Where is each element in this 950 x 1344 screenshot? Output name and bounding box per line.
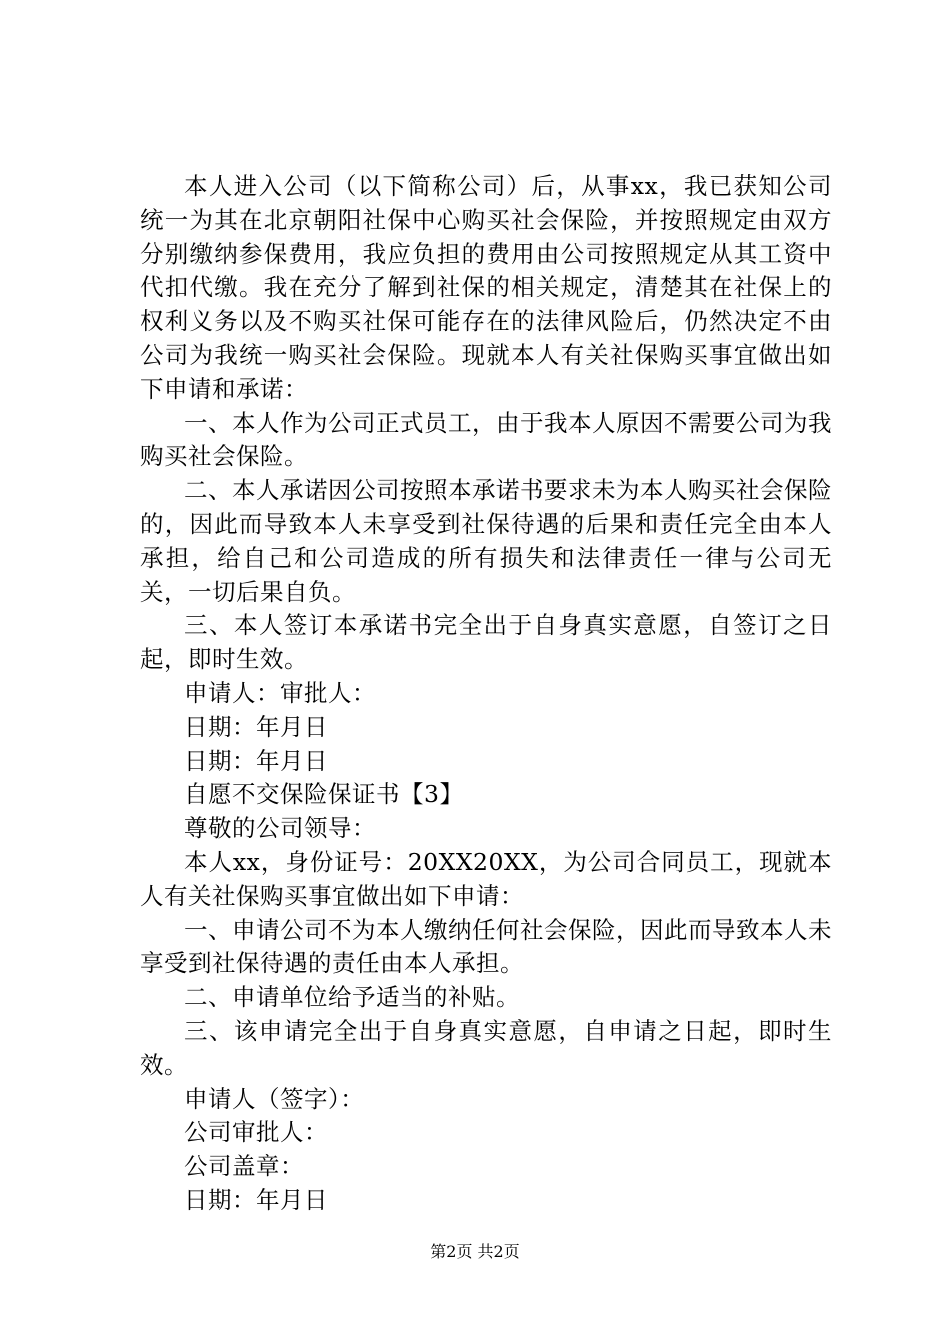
signature-applicant-approver: 申请人：审批人： — [184, 678, 376, 707]
document-body — [140, 170, 832, 1218]
date-line: 日期：年月日 — [184, 1185, 328, 1214]
paragraph-application-3: 三、该申请完全出于自身真实意愿，自申请之日起，即时生效。 — [140, 1016, 832, 1079]
section-title: 自愿不交保险保证书【3】 — [184, 780, 464, 809]
signature-approver: 公司审批人： — [184, 1118, 328, 1147]
paragraph-commitment-1: 一、本人作为公司正式员工，由于我本人原因不需要公司为我购买社会保险。 — [140, 408, 832, 471]
paragraph-commitment-3: 三、本人签订本承诺书完全出于自身真实意愿，自签订之日起，即时生效。 — [140, 611, 832, 674]
paragraph-application-2: 二、申请单位给予适当的补贴。 — [184, 983, 520, 1012]
signature-applicant: 申请人（签字）： — [184, 1084, 365, 1113]
date-line: 日期：年月日 — [184, 712, 328, 741]
salutation: 尊敬的公司领导： — [184, 814, 376, 843]
paragraph-application-intro: 本人xx，身份证号：20XX20XX，为公司合同员工，现就本人有关社保购买事宜做出如下申请： — [140, 847, 832, 910]
paragraph-intro: 本人进入公司（以下简称公司）后，从事xx，我已获知公司统一为其在北京朝阳社保中心购买社会保险，并按照规定由双方分别缴纳参保费用，我应负担的费用由公司按照规定从其工资中代扣代缴。我在充分了解到社保的相关规定，清楚其在社保上的权利义务以及不购买社保可能存在的法律风险后，仍然决定不由公司为我统一购买社会保险。现就本人有关社保购买事宜做出如下申请和承诺： — [140, 172, 832, 403]
paragraph-commitment-2: 二、本人承诺因公司按照本承诺书要求未为本人购买社会保险的，因此而导致本人未享受到社保待遇的后果和责任完全由本人承担，给自己和公司造成的所有损失和法律责任一律与公司无关，一切后果自负。 — [140, 476, 832, 606]
page-number: 第2页 共2页 — [430, 1242, 520, 1261]
company-seal: 公司盖章： — [184, 1152, 304, 1181]
date-line: 日期：年月日 — [184, 746, 328, 775]
paragraph-application-1: 一、申请公司不为本人缴纳任何社会保险，因此而导致本人未享受到社保待遇的责任由本人承担。 — [140, 915, 832, 978]
